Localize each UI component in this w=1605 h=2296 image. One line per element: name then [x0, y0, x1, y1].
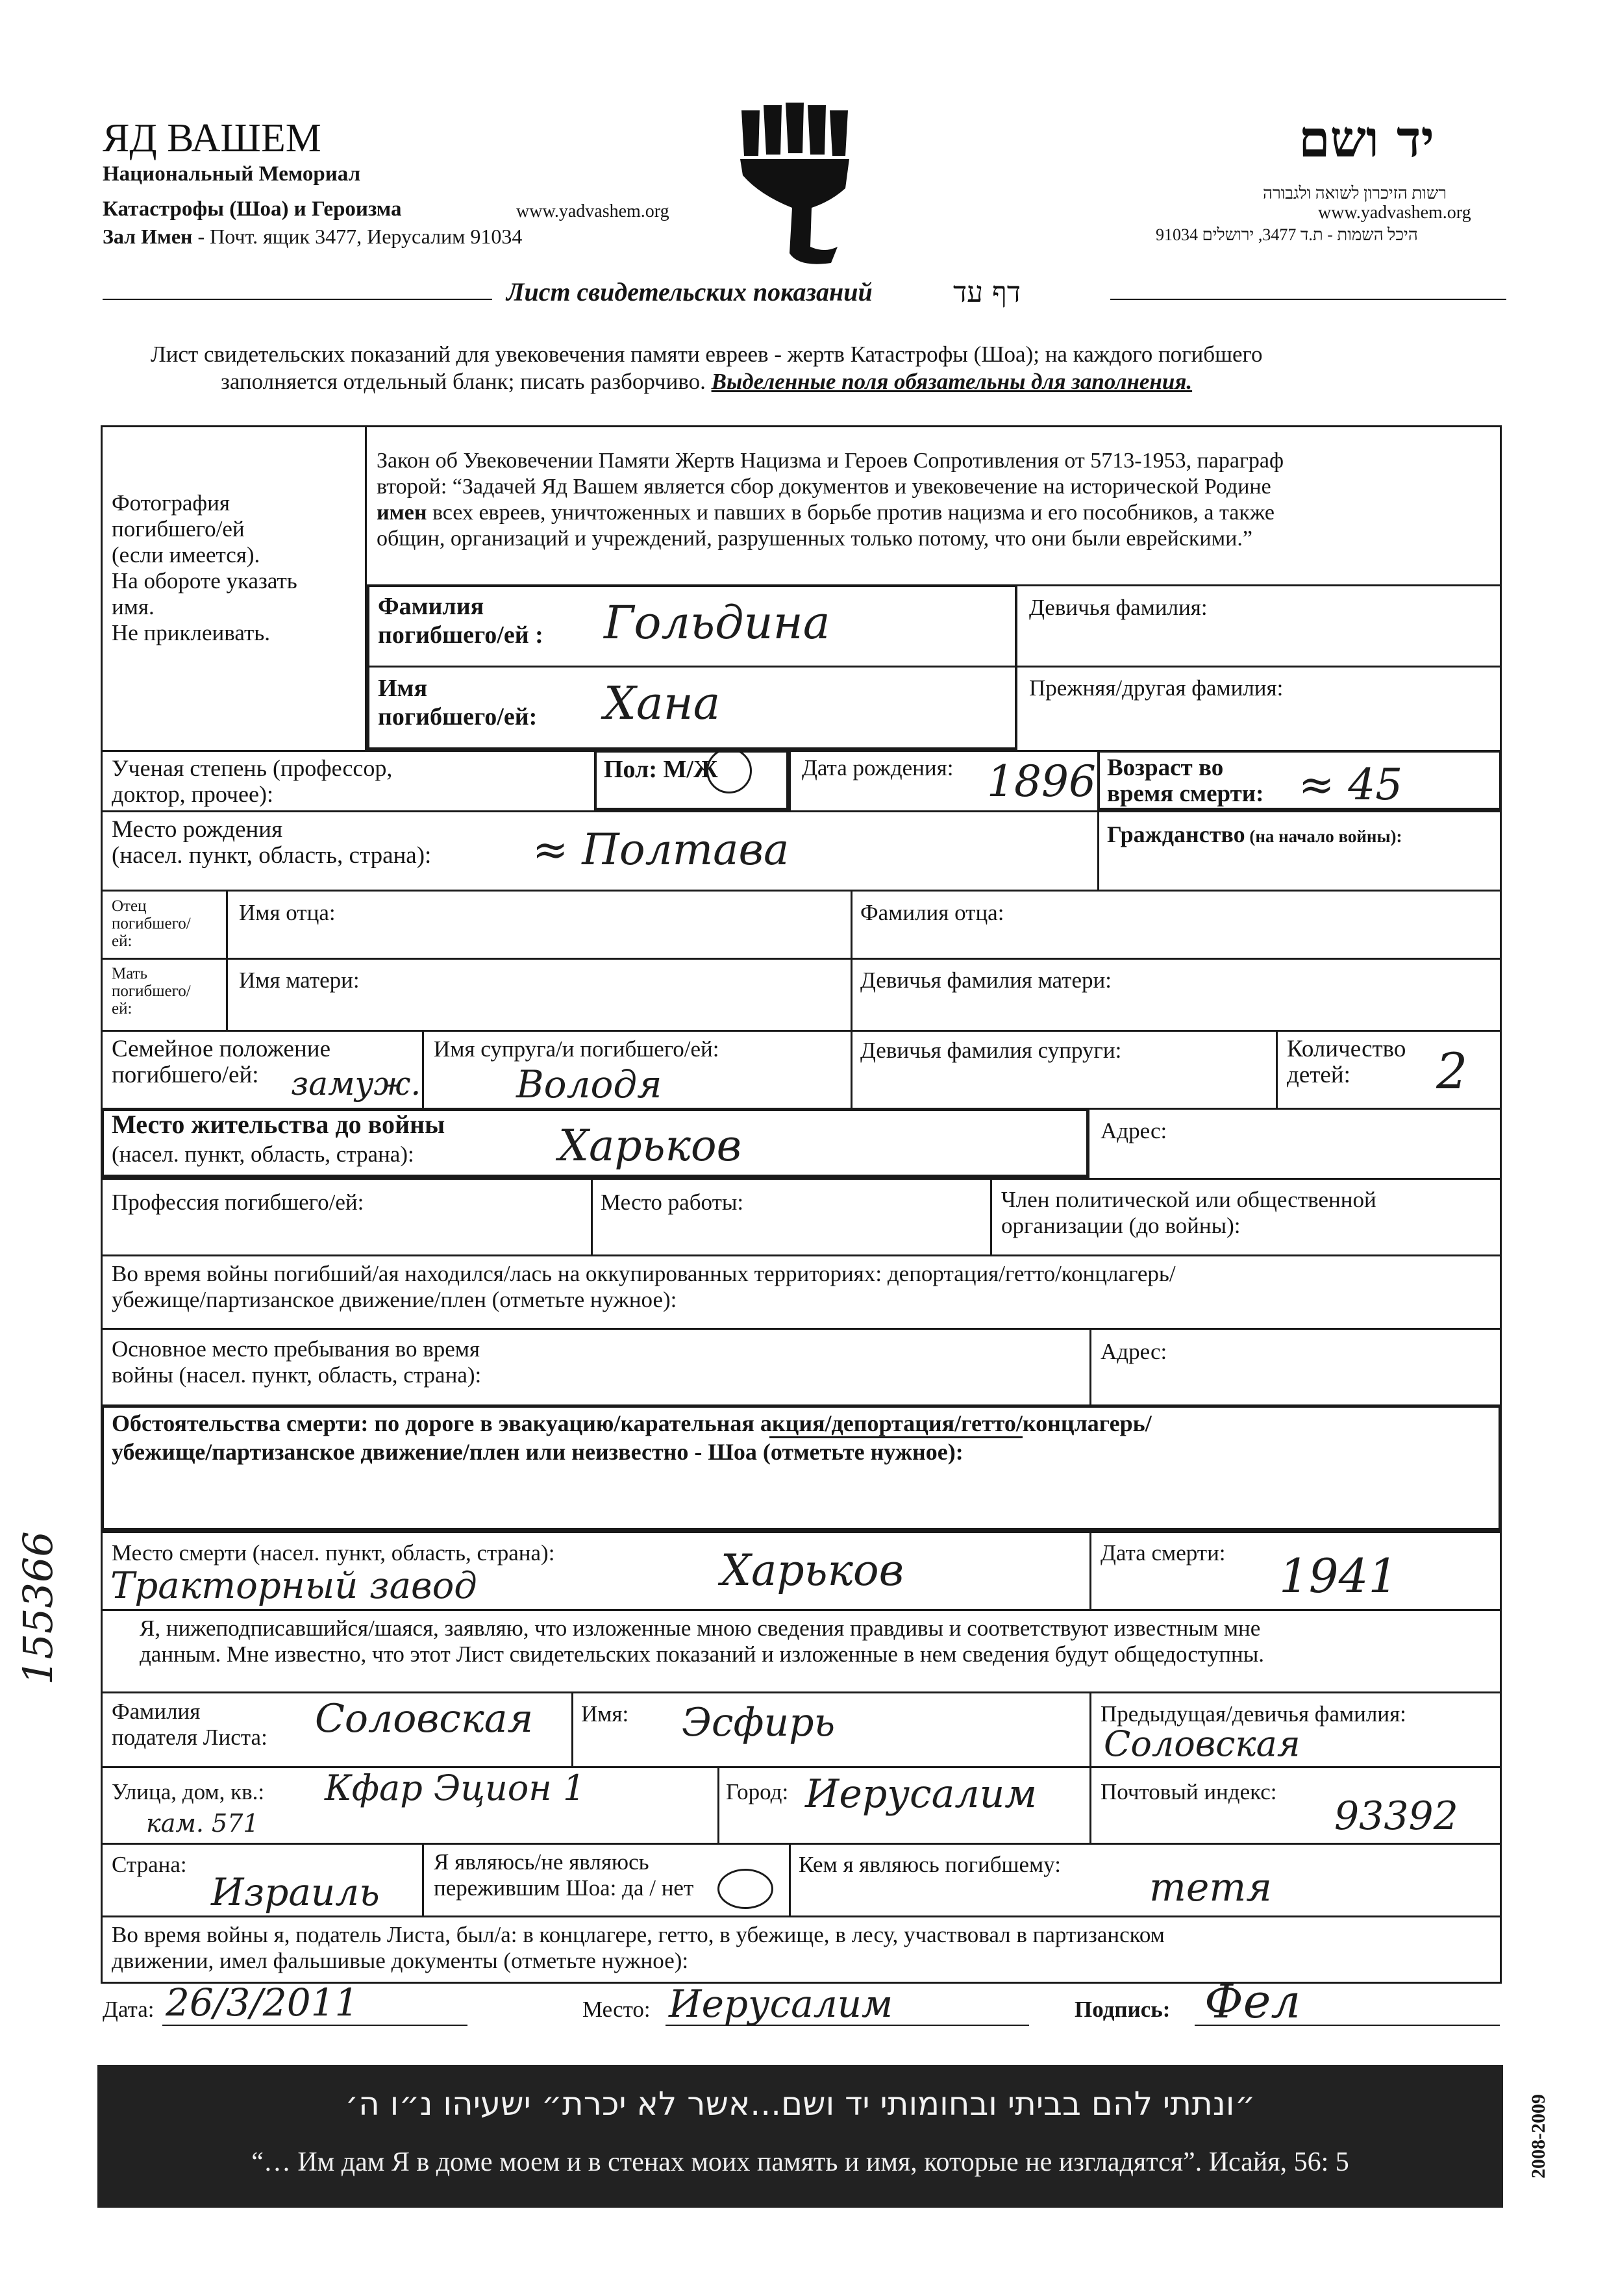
city-divider: [717, 1766, 719, 1843]
residence-address-label: Адрес:: [1101, 1118, 1167, 1143]
death-place-value-b[interactable]: Харьков: [721, 1545, 904, 1595]
marital-label-2: погибшего/ей:: [112, 1062, 259, 1088]
row-divider-11: [101, 1609, 1502, 1611]
street-label: Улица, дом, кв.:: [112, 1779, 265, 1804]
row-divider-15: [101, 1915, 1502, 1917]
survivor-label: [434, 1849, 693, 1901]
photo-line-4: На обороте указать: [112, 568, 297, 593]
row-divider-2: [101, 810, 1502, 812]
place-label: Место:: [582, 1997, 651, 2022]
law-line-3: [377, 500, 1284, 526]
margin-registration-number: 155366: [14, 1531, 62, 1685]
survivor-divider: [422, 1843, 424, 1915]
citizenship-label: [1107, 821, 1402, 849]
death-circ-line-2: убежище/партизанское движение/плен или неизвестно - Шоа (отметьте нужное):: [112, 1439, 964, 1465]
age-value[interactable]: ≈ 45: [1299, 760, 1403, 810]
spouse-maiden-label: Девичья фамилия супруги:: [860, 1038, 1122, 1063]
sex-female-circle[interactable]: [706, 748, 752, 793]
header-he-line2: היכל השמות - ת.ד 3477, ירושלים 91034: [1156, 225, 1418, 244]
children-value[interactable]: 2: [1436, 1042, 1468, 1100]
law-text: [377, 448, 1284, 552]
submitter-war-line-1: Во время войны я, податель Листа, был/а: в концлагере, гетто, в убежище, в лесу, участвовал в партизанском: [112, 1922, 1165, 1947]
row-divider-10: [101, 1531, 1502, 1533]
submitter-prev-label: Предыдущая/девичья фамилия:: [1101, 1701, 1406, 1727]
date-underline: [162, 2025, 467, 2026]
photo-instructions: [112, 490, 358, 646]
yadvashem-logo: [734, 97, 870, 266]
title-rule-right: [1110, 299, 1506, 300]
spouse-value[interactable]: Володя: [516, 1062, 662, 1106]
submitter-prev-value[interactable]: Соловская: [1104, 1723, 1300, 1764]
citizenship-divider: [1097, 810, 1099, 890]
header-holocaust-line: Катастрофы (Шоа) и Героизма: [103, 197, 402, 221]
photo-line-1: Фотография: [112, 490, 230, 516]
mother-label: [112, 965, 191, 1017]
mother-label-2: погибшего/: [112, 982, 191, 1000]
spouse-divider: [422, 1030, 424, 1108]
survivor-label-1: Я являюсь/не являюсь: [434, 1849, 649, 1875]
law-names: имен: [377, 501, 427, 525]
place-underline: [666, 2025, 1029, 2026]
postal-label: Почтовый индекс:: [1101, 1779, 1277, 1804]
header-memorial-line: Национальный Мемориал: [103, 162, 361, 186]
law-line-2: второй: “Задачей Яд Вашем является сбор документов и увековечение на исторической Родине: [377, 475, 1271, 499]
survivor-no-circle[interactable]: [717, 1869, 773, 1909]
member-label-2: организации (до войны):: [1001, 1213, 1241, 1238]
birthplace-value[interactable]: ≈ Полтава: [532, 825, 790, 875]
firstname-label-1: Имя: [378, 675, 427, 702]
relation-divider: [789, 1843, 791, 1915]
marital-label-1: Семейное положение: [112, 1036, 330, 1062]
children-label: [1287, 1036, 1406, 1088]
father-divider: [226, 890, 228, 1030]
signature-label: Подпись:: [1075, 1997, 1171, 2022]
law-line-4: общин, организаций и учреждений, разрушенных только потому, что они были еврейскими.”: [377, 527, 1252, 551]
war-place-label-2: войны (насел. пункт, область, страна):: [112, 1362, 482, 1388]
row-divider-12: [101, 1691, 1502, 1693]
death-place-value-a[interactable]: Тракторный завод: [110, 1565, 477, 1607]
surname-label-2: погибшего/ей :: [378, 621, 543, 649]
children-label-2: детей:: [1287, 1062, 1350, 1088]
birthdate-divider: [789, 750, 791, 810]
declaration-text: [140, 1616, 1264, 1667]
form-title-he: דף עד: [953, 276, 1021, 309]
father-name-label: Имя отца:: [239, 900, 336, 925]
father-surname-divider: [851, 890, 852, 1030]
surname-label-1: Фамилия: [378, 593, 484, 620]
relation-value[interactable]: тетя: [1149, 1865, 1273, 1910]
row-divider-7: [101, 1178, 1502, 1180]
other-surname-label: Прежняя/другая фамилия:: [1029, 675, 1284, 701]
yadvashem-title-ru: ЯД ВАШЕМ: [103, 116, 321, 160]
firstname-label-2: погибшего/ей:: [378, 703, 538, 730]
signature-value[interactable]: Фел: [1204, 1974, 1301, 2028]
header-hall-line: [103, 223, 522, 249]
signature-underline: [1195, 2025, 1500, 2026]
residence-label-2: (насел. пункт, область, страна):: [112, 1142, 414, 1167]
row-divider-14: [101, 1843, 1502, 1845]
country-label: Страна:: [112, 1852, 187, 1877]
row-divider-3: [101, 890, 1502, 892]
footer-russian-quote: “… Им дам Я в доме моем и в стенах моих память и имя, которые не изгладятся”. Исайя, 56: 5: [251, 2147, 1349, 2177]
city-label: Город:: [726, 1779, 789, 1804]
wartime-label-1: Во время войны погибший/ая находился/лась на оккупированных территориях: депортация/гетто/концлагерь/: [112, 1261, 1176, 1286]
birthdate-label: Дата рождения:: [802, 755, 954, 780]
sex-label: Пол: М/Ж: [604, 756, 718, 783]
intro-required-note: Выделенные поля обязательны для заполнения.: [711, 369, 1193, 394]
father-label-1: Отец: [112, 897, 147, 915]
row-divider-top-names: [1017, 584, 1502, 586]
death-date-label: Дата смерти:: [1101, 1540, 1226, 1566]
residence-label-1: Место жительства до войны: [112, 1110, 445, 1139]
submitter-name-label: Имя:: [581, 1701, 629, 1727]
wartime-label-2: убежище/партизанское движение/плен (отметьте нужное):: [112, 1287, 677, 1312]
war-place-label: [112, 1336, 481, 1388]
degree-label: [112, 755, 392, 807]
postal-value[interactable]: 93392: [1334, 1793, 1458, 1839]
workplace-divider: [591, 1178, 593, 1254]
birthplace-label-1: Место рождения: [112, 816, 283, 843]
children-label-1: Количество: [1287, 1036, 1406, 1062]
row-divider-13: [101, 1766, 1502, 1768]
header-hall-address: - Почт. ящик 3477, Иерусалим 91034: [192, 225, 523, 248]
header-url-he: www.yadvashem.org: [1318, 203, 1471, 223]
law-line-3-text: всех евреев, уничтоженных и павших в борьбе против нацизма и его пособников, а также: [427, 501, 1275, 525]
father-label-2: погибшего/: [112, 915, 191, 932]
death-circ-line-1: Обстоятельства смерти: по дороге в эвакуацию/карательная акция/депортация/гетто/концлагерь/: [112, 1410, 1152, 1436]
footer-hebrew-quote: ״ונתתי להם בביתי ובחומותי יד ושם...אשר לא יכרת״ ישעיהו נ״ו ה׳: [345, 2085, 1256, 2123]
member-divider: [990, 1178, 992, 1254]
intro-text: заполняется отдельный бланк; писать разборчиво.: [221, 369, 712, 394]
header-hall-name: Зал Имен: [103, 225, 193, 248]
photo-line-5: имя.: [112, 594, 155, 619]
member-label: [1001, 1187, 1376, 1239]
firstname-value[interactable]: Хана: [604, 677, 721, 730]
war-place-label-1: Основное место пребывания во время: [112, 1336, 480, 1362]
submitter-name-value[interactable]: Эсфирь: [682, 1700, 836, 1745]
children-divider: [1276, 1030, 1278, 1108]
row-divider-4: [101, 958, 1502, 960]
victim-name-divider: [367, 666, 1502, 668]
marital-value[interactable]: замуж.: [291, 1065, 421, 1103]
age-label-1: Возраст во: [1107, 755, 1224, 781]
profession-label: Профессия погибшего/ей:: [112, 1190, 364, 1215]
war-address-divider: [1089, 1328, 1091, 1404]
submitter-prev-divider: [1089, 1691, 1091, 1766]
submitter-war-label: [112, 1922, 1165, 1974]
relation-label: Кем я являюсь погибшему:: [799, 1852, 1061, 1877]
workplace-label: Место работы:: [601, 1190, 744, 1215]
city-value[interactable]: Иерусалим: [805, 1771, 1038, 1817]
law-line-1: Закон об Увековечении Памяти Жертв Нацизма и Героев Сопротивления от 5713-1953, параграф: [377, 449, 1284, 473]
death-place-label: Место смерти (насел. пункт, область, страна):: [112, 1540, 555, 1566]
date-value[interactable]: 26/3/2011: [166, 1980, 359, 2025]
title-rule-left: [103, 299, 492, 300]
row-divider-9: [101, 1328, 1502, 1330]
submitter-surname-value[interactable]: Соловская: [315, 1696, 534, 1741]
father-label: [112, 897, 191, 950]
declaration-line-2: данным. Мне известно, что этот Лист свидетельских показаний и изложенные в нем сведения будут общедоступны.: [140, 1641, 1264, 1667]
intro-line1: Лист свидетельских показаний для увековечения памяти евреев - жертв Катастрофы (Шоа); на каждого погибшего: [151, 342, 1263, 367]
header-he-line1: רשות הזיכרון לשואה ולגבורה: [1263, 184, 1447, 203]
yadvashem-title-he: יד ושם: [1299, 110, 1434, 169]
wartime-label: [112, 1261, 1176, 1313]
mother-label-1: Мать: [112, 965, 148, 982]
age-label-2: время смерти:: [1107, 780, 1264, 807]
member-label-1: Член политической или общественной: [1001, 1187, 1376, 1212]
intro-line2: [221, 369, 1192, 395]
photo-line-3: (если имеется).: [112, 542, 260, 568]
mother-label-3: ей:: [112, 1000, 132, 1017]
row-divider-6: [1089, 1108, 1502, 1110]
death-date-value[interactable]: 1941: [1279, 1549, 1399, 1603]
submitter-name-divider: [571, 1691, 573, 1766]
place-value[interactable]: Иерусалим: [669, 1982, 893, 2026]
punitive-action-underline[interactable]: [769, 1436, 1023, 1438]
war-address-label: Адрес:: [1101, 1339, 1167, 1364]
surname-label: [378, 592, 543, 649]
header-url-ru: www.yadvashem.org: [516, 201, 669, 221]
spouse-maiden-divider: [851, 1030, 852, 1108]
age-label: [1107, 755, 1263, 807]
surname-value[interactable]: Гольдина: [604, 596, 830, 649]
postal-divider: [1089, 1766, 1091, 1843]
submitter-surname-label-1: Фамилия: [112, 1699, 201, 1724]
degree-label-2: доктор, прочее):: [112, 781, 273, 807]
declaration-line-1: Я, нижеподписавшийся/шаяся, заявляю, что изложенные мною сведения правдивы и соответствуют известным мне: [140, 1616, 1261, 1641]
footer-banner: [97, 2065, 1503, 2208]
death-date-divider: [1089, 1531, 1091, 1609]
date-label: Дата:: [103, 1997, 155, 2022]
survivor-label-2: пережившим Шоа: да / нет: [434, 1875, 694, 1901]
citizenship-text: Гражданство: [1107, 821, 1245, 847]
photo-line-6: Не приклеивать.: [112, 620, 270, 645]
submitter-surname-label-2: подателя Листа:: [112, 1725, 268, 1750]
row-divider-8: [101, 1254, 1502, 1256]
birthplace-label-2: (насел. пункт, область, страна):: [112, 842, 432, 869]
form-title: Лист свидетельских показаний: [506, 277, 873, 306]
street-value-2[interactable]: кам. 571: [146, 1809, 259, 1838]
firstname-label: [378, 674, 537, 731]
residence-value[interactable]: Харьков: [558, 1121, 742, 1171]
father-surname-label: Фамилия отца:: [860, 900, 1004, 925]
father-label-3: ей:: [112, 932, 132, 950]
submitter-surname-label: [112, 1699, 268, 1751]
citizenship-note: (на начало войны):: [1245, 827, 1402, 846]
maiden-name-label: Девичья фамилия:: [1029, 595, 1208, 620]
submitter-war-line-2: движении, имел фальшивые документы (отметьте нужное):: [112, 1948, 689, 1973]
row-divider-5: [101, 1030, 1502, 1032]
country-value[interactable]: Израиль: [211, 1870, 380, 1914]
birthdate-value[interactable]: 1896: [987, 756, 1096, 806]
photo-line-2: погибшего/ей: [112, 516, 245, 542]
spouse-name-label: Имя супруга/и погибшего/ей:: [434, 1036, 719, 1062]
street-value-1[interactable]: Кфар Эцион 1: [325, 1767, 586, 1808]
mother-maiden-label: Девичья фамилия матери:: [860, 967, 1112, 993]
form-year: 2008-2009: [1528, 2094, 1549, 2178]
mother-name-label: Имя матери:: [239, 967, 360, 993]
degree-label-1: Ученая степень (профессор,: [112, 755, 393, 781]
birthplace-label: [112, 817, 431, 869]
